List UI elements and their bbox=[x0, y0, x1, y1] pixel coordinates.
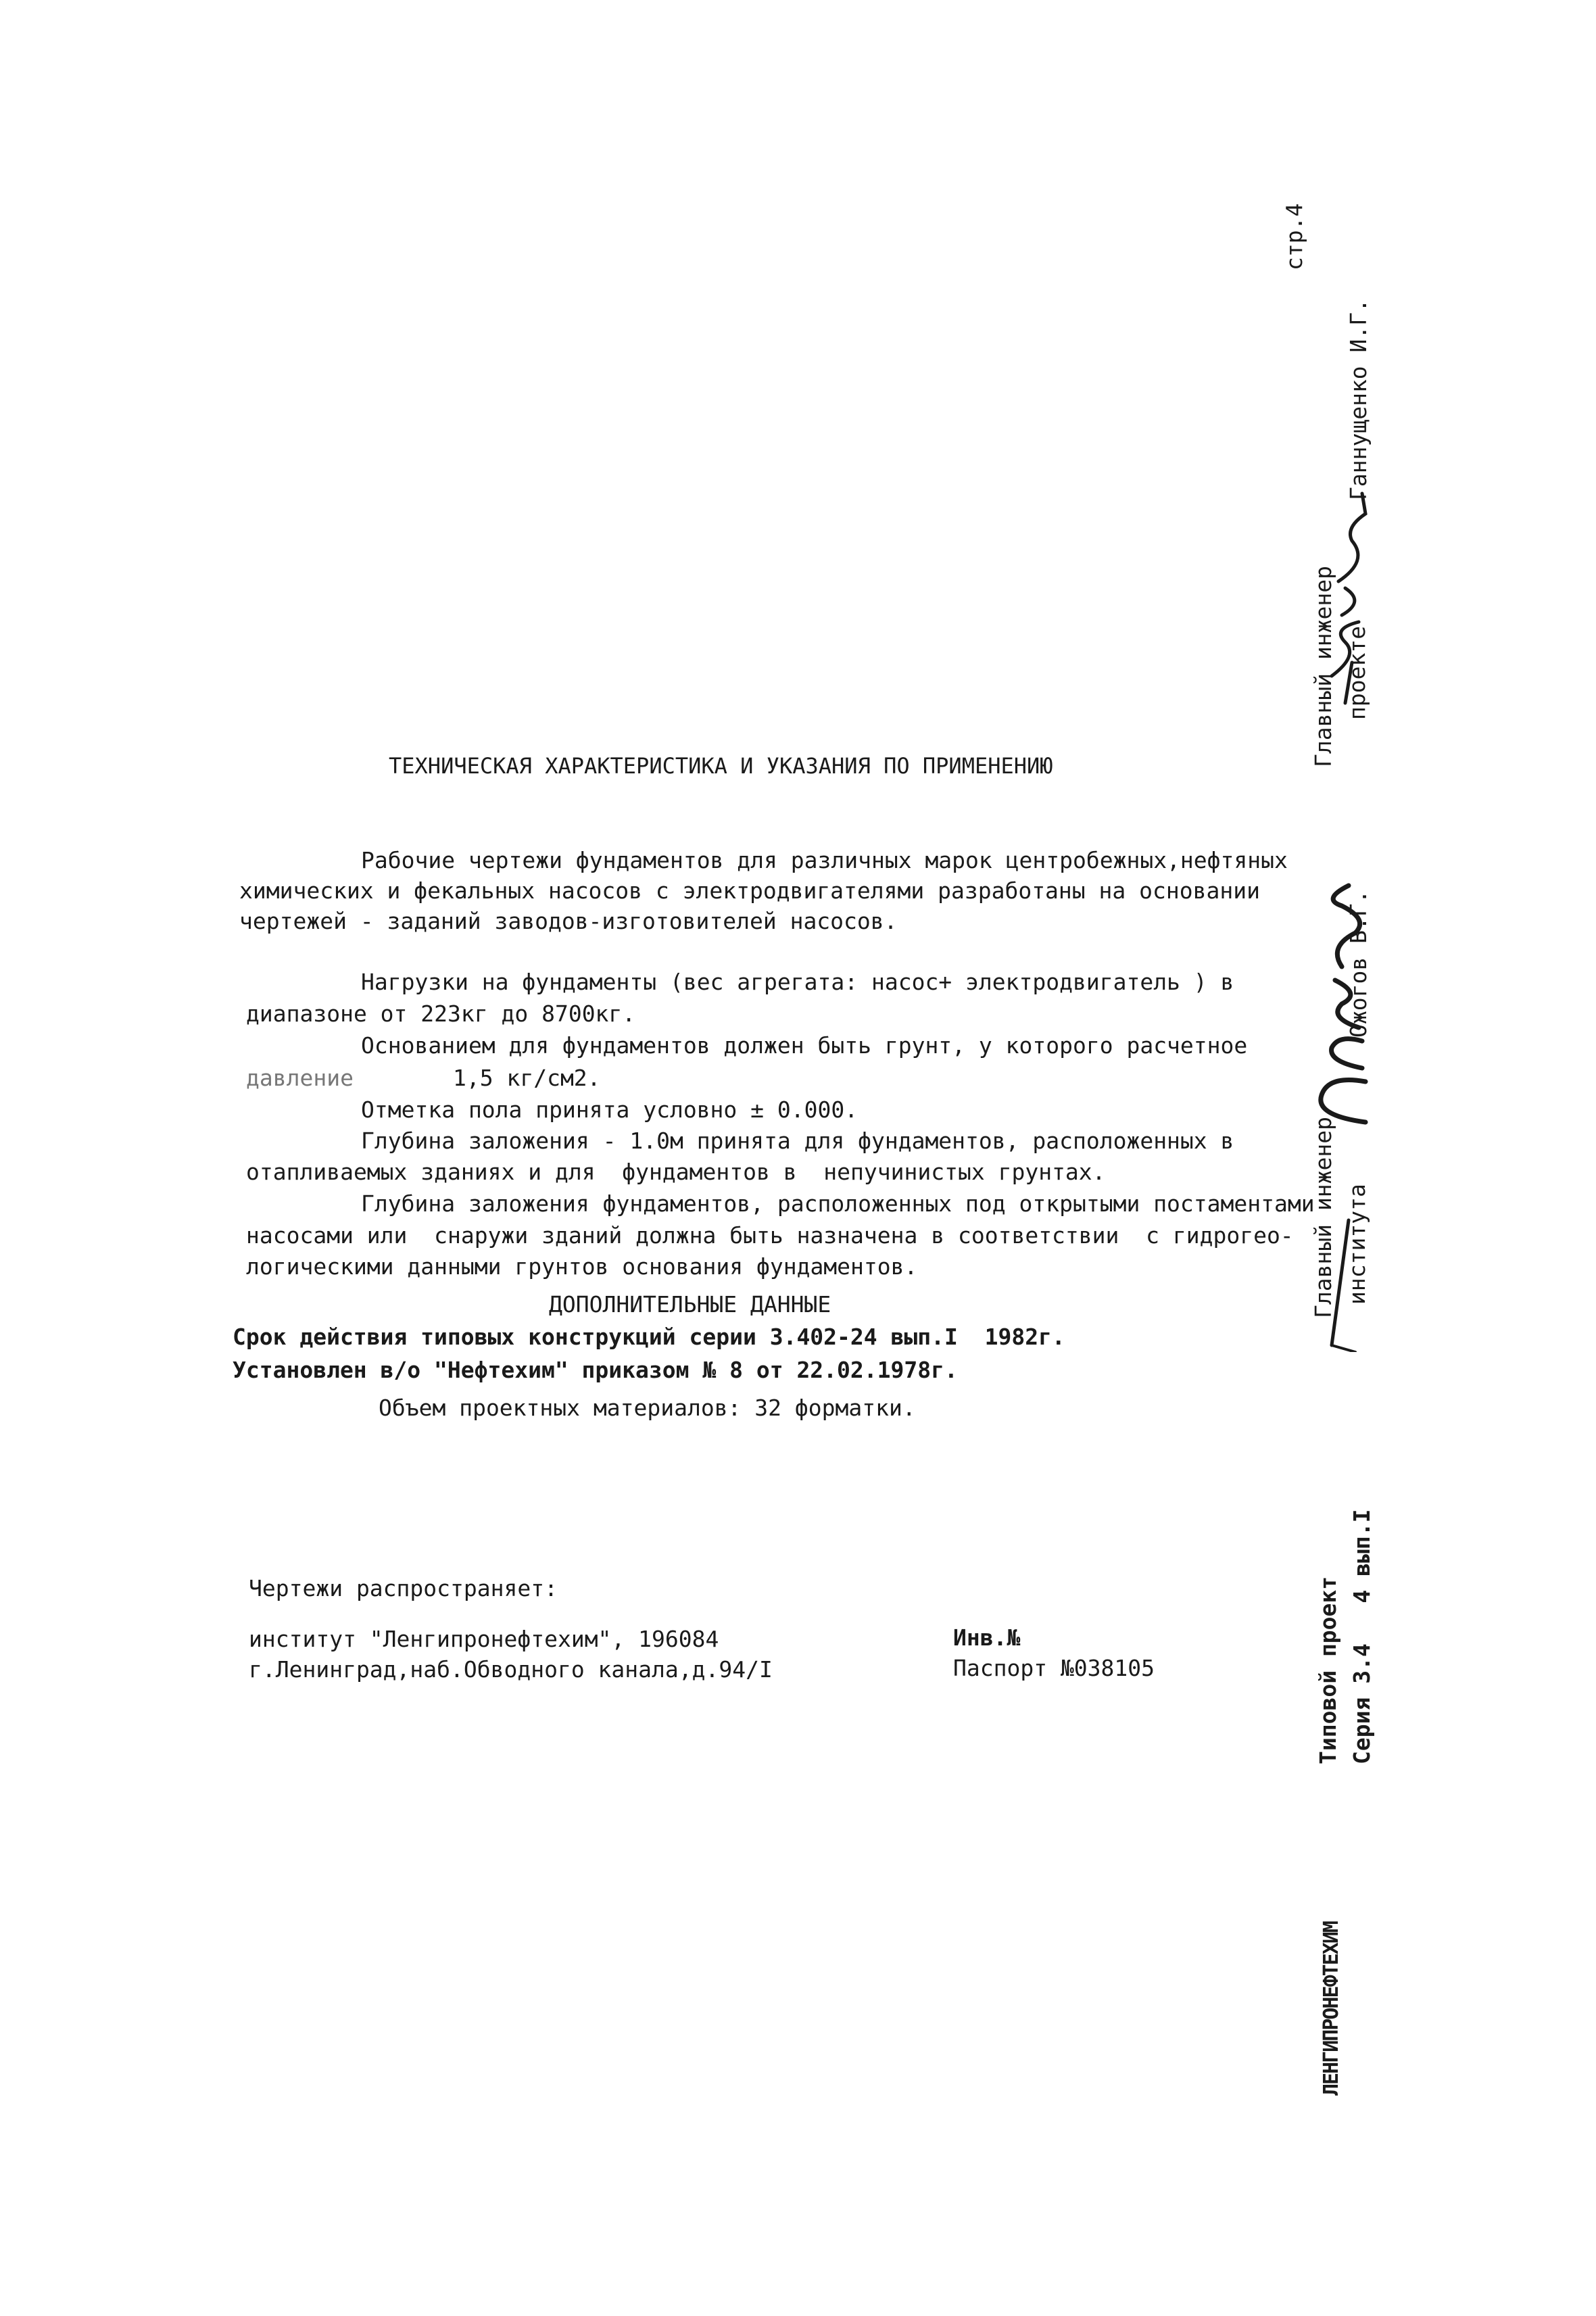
paragraph-line: чертежей - заданий заводов-изготовителей насосов. bbox=[239, 908, 898, 934]
distribution-line: институт "Ленгипронефтехим", 196084 bbox=[249, 1626, 719, 1652]
paragraph-line: Глубина заложения фундаментов, расположенных под открытыми постаментами bbox=[361, 1190, 1315, 1217]
inventory-number: Инв.№ bbox=[953, 1624, 1021, 1651]
paragraph-line: диапазоне от 223кг до 8700кг. bbox=[246, 1000, 636, 1027]
paragraph-line: отапливаемых зданиях и для фундаментов в непучинистых грунтах. bbox=[246, 1159, 1106, 1185]
chief-engineer-institute-name: Ожогов В.Г. bbox=[1345, 890, 1372, 1038]
additional-line: Срок действия типовых конструкций серии 3.402-24 вып.I 1982г. bbox=[233, 1324, 1065, 1350]
chief-engineer-project-label: Главный инженер bbox=[1310, 565, 1336, 767]
additional-line: Объем проектных материалов: 32 форматки. bbox=[379, 1395, 916, 1421]
additional-heading: ДОПОЛНИТЕЛЬНЫЕ ДАННЫЕ bbox=[549, 1291, 831, 1318]
signature-slash bbox=[1322, 1217, 1362, 1352]
chief-engineer-project-name: Ганнущенко И.Г. bbox=[1345, 298, 1372, 500]
organization-name: ЛЕНГИПРОНЕФТЕХИМ bbox=[1320, 1922, 1343, 2096]
paragraph-line: химических и фекальных насосов с электродвигателями разработаны на основании bbox=[239, 877, 1260, 904]
paragraph-line: давление bbox=[246, 1065, 354, 1091]
paragraph-line: Отметка пола принята условно ± 0.000. bbox=[361, 1096, 859, 1123]
chief-engineer-institute-label: института bbox=[1344, 1184, 1370, 1305]
series-label: Серия 3.4 4 вып.I bbox=[1349, 1509, 1375, 1764]
paragraph-line: Рабочие чертежи фундаментов для различных марок центробежных,нефтяных bbox=[361, 847, 1288, 873]
series-label: Типовой проект bbox=[1315, 1576, 1341, 1764]
chief-engineer-institute-label: Главный инженер bbox=[1310, 1116, 1336, 1318]
page-number: стр.4 bbox=[1281, 203, 1307, 270]
distribution-line: г.Ленинград,наб.Обводного канала,д.94/I bbox=[249, 1656, 773, 1683]
paragraph-line: логическими данными грунтов основания фундаментов. bbox=[246, 1253, 918, 1280]
signature-project bbox=[1305, 487, 1386, 710]
paragraph-line: Нагрузки на фундаменты (вес агрегата: насос+ электродвигатель ) в bbox=[361, 969, 1234, 995]
page-title: ТЕХНИЧЕСКАЯ ХАРАКТЕРИСТИКА И УКАЗАНИЯ ПО ПРИМЕНЕНИЮ bbox=[389, 753, 1053, 779]
chief-engineer-project-label: проекте bbox=[1344, 625, 1370, 720]
paragraph-line: 1,5 кг/см2. bbox=[453, 1065, 601, 1091]
passport-number: Паспорт №038105 bbox=[953, 1655, 1155, 1681]
paragraph-line: Основанием для фундаментов должен быть грунт, у которого расчетное bbox=[361, 1032, 1248, 1059]
paragraph-line: Глубина заложения - 1.0м принята для фундаментов, расположенных в bbox=[361, 1128, 1234, 1154]
distribution-label: Чертежи распространяет: bbox=[249, 1575, 558, 1601]
paragraph-line: насосами или снаружи зданий должна быть назначена в соответствии с гидрогео- bbox=[246, 1222, 1294, 1249]
additional-line: Установлен в/о "Нефтехим" приказом № 8 от 22.02.1978г. bbox=[233, 1357, 958, 1383]
signature-institute bbox=[1301, 872, 1382, 1129]
